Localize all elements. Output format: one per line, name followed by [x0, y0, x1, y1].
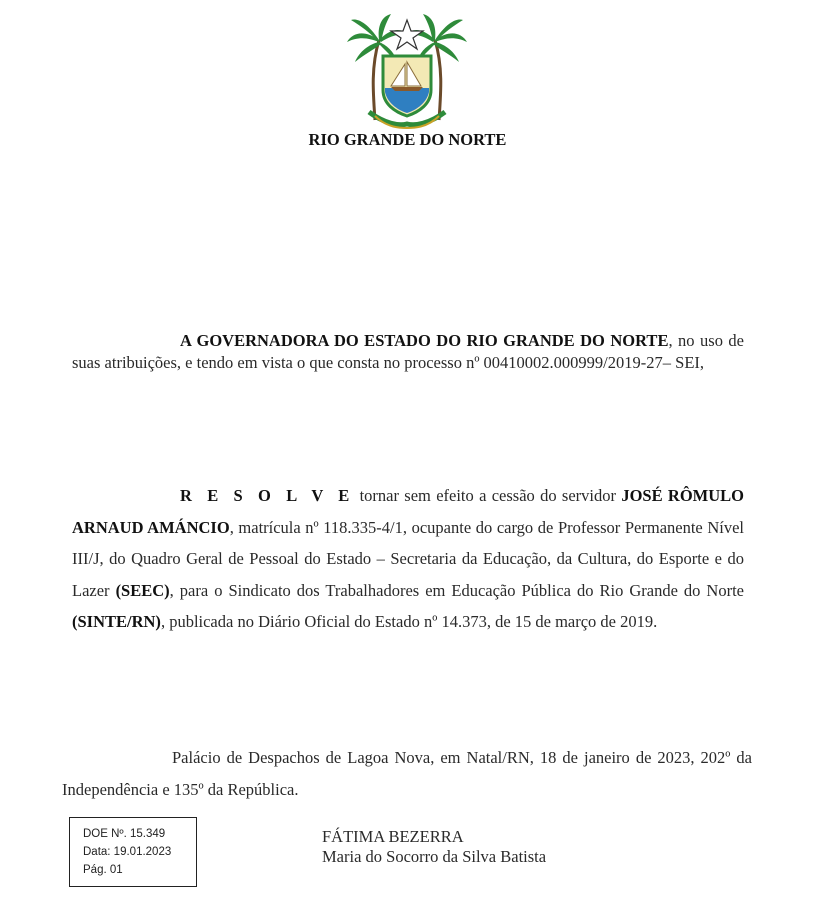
signatory-name: FÁTIMA BEZERRA	[322, 827, 464, 846]
state-name-heading: RIO GRANDE DO NORTE	[308, 130, 507, 149]
resolution-paragraph	[72, 480, 744, 638]
sinte-acronym: (SINTE/RN)	[72, 612, 161, 631]
doe-number: DOE Nº. 15.349	[83, 828, 166, 840]
intro-text: , no uso de suas atribuições, e tendo em vista o que consta no processo nº 00410002.000999/2019-27– SEI,	[72, 331, 744, 372]
resolution-text-1: tornar sem efeito a cessão do servidor	[354, 486, 622, 505]
closing-paragraph	[62, 742, 752, 805]
signature-block	[322, 827, 546, 867]
second-signatory-name: Maria do Socorro da Silva Batista	[322, 847, 547, 866]
doe-publication-box	[69, 817, 197, 887]
resolution-text-3: , para o Sindicato dos Trabalhadores em Educação Pública do Rio Grande do Norte	[169, 580, 744, 600]
doe-page: Pág. 01	[83, 864, 123, 876]
intro-paragraph	[72, 330, 744, 373]
coat-of-arms-icon	[345, 12, 469, 130]
governor-title: A GOVERNADORA DO ESTADO DO RIO GRANDE DO NORTE	[180, 331, 669, 350]
server-name: JOSÉ RÔMULO ARNAUD AMÁNCIO	[72, 486, 744, 537]
resolve-verb: R E S O L V E	[180, 486, 355, 505]
closing-text: Palácio de Despachos de Lagoa Nova, em Natal/RN, 18 de janeiro de 2023, 202º da Independência e 135º da República.	[62, 748, 752, 799]
doe-date: Data: 19.01.2023	[83, 846, 172, 858]
resolution-text-2: , matrícula nº 118.335-4/1, ocupante do cargo de Professor Permanente Nível III/J, do Quadro Geral de Pessoal do Estado – Secretaria da Educação, da Cultura, do Esporte e do Lazer	[72, 517, 745, 600]
seec-acronym: (SEEC)	[115, 580, 170, 600]
resolution-text-4: , publicada no Diário Oficial do Estado nº 14.373, de 15 de março de 2019.	[160, 612, 658, 631]
